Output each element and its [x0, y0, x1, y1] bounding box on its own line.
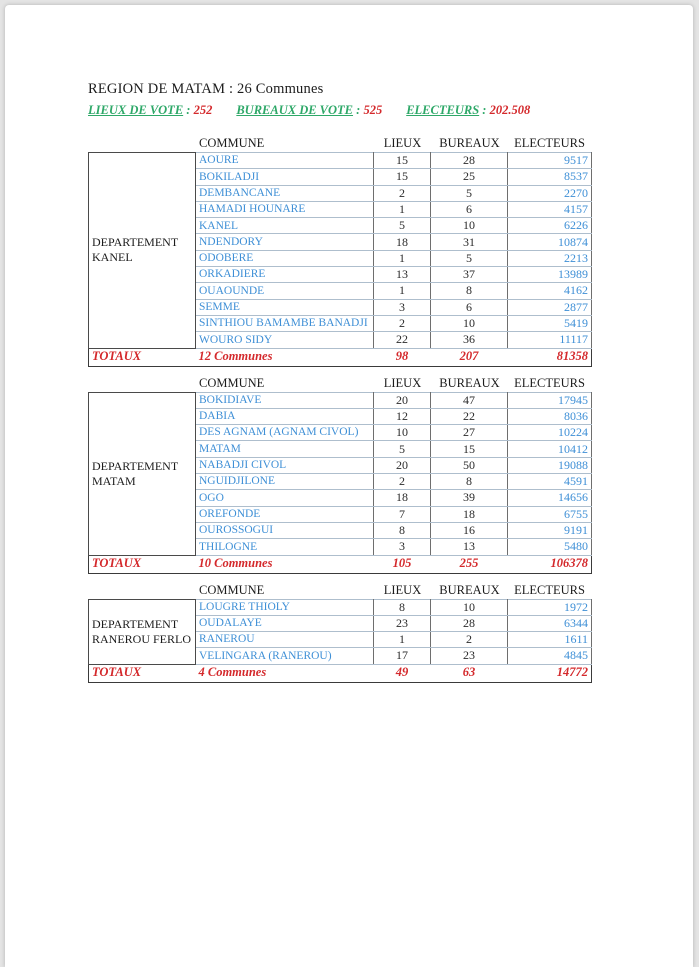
column-header-bureaux: BUREAUX — [439, 582, 500, 597]
lieux-cell: 18 — [374, 490, 431, 506]
summary-value: 525 — [363, 103, 383, 117]
lieux-cell: 10 — [374, 425, 431, 441]
commune-row — [89, 392, 592, 408]
commune-cell: OREFONDE — [196, 506, 374, 522]
column-header-lieux: LIEUX — [383, 136, 422, 150]
document-page — [5, 5, 693, 967]
electeurs-cell: 5480 — [508, 539, 592, 555]
totaux-label-cell: TOTAUX — [89, 555, 196, 573]
bureaux-cell: 28 — [431, 153, 508, 169]
department-data-table — [88, 152, 592, 367]
lieux-cell: 8 — [374, 599, 431, 615]
bureaux-cell: 10 — [431, 315, 508, 331]
electeurs-cell: 8537 — [508, 169, 592, 185]
document-content — [5, 5, 693, 683]
lieux-cell: 1 — [374, 632, 431, 648]
lieux-cell: 12 — [374, 408, 431, 424]
totaux-communes-cell: 12 Communes — [196, 348, 374, 366]
bureaux-cell: 2 — [431, 632, 508, 648]
lieux-cell: 23 — [374, 615, 431, 631]
bureaux-cell: 16 — [431, 522, 508, 538]
electeurs-cell: 9191 — [508, 522, 592, 538]
summary-colon: : — [353, 103, 364, 117]
commune-cell: VELINGARA (RANEROU) — [196, 648, 374, 664]
department-tables — [88, 135, 693, 683]
commune-cell: MATAM — [196, 441, 374, 457]
commune-cell: NDENDORY — [196, 234, 374, 250]
lieux-cell: 20 — [374, 457, 431, 473]
electeurs-cell: 10412 — [508, 441, 592, 457]
totaux-electeurs-cell: 106378 — [508, 555, 592, 573]
bureaux-cell: 6 — [431, 201, 508, 217]
lieux-cell: 1 — [374, 250, 431, 266]
electeurs-cell: 5419 — [508, 315, 592, 331]
commune-cell: OUROSSOGUI — [196, 522, 374, 538]
lieux-cell: 15 — [374, 169, 431, 185]
summary-item — [88, 103, 212, 117]
page-title: REGION DE MATAM : 26 Communes — [88, 81, 324, 97]
bureaux-cell: 27 — [431, 425, 508, 441]
bureaux-cell: 18 — [431, 506, 508, 522]
summary-colon: : — [479, 103, 490, 117]
column-header-lieux: LIEUX — [383, 582, 422, 597]
electeurs-cell: 4845 — [508, 648, 592, 664]
bureaux-cell: 13 — [431, 539, 508, 555]
commune-cell: NABADJI CIVOL — [196, 457, 374, 473]
lieux-cell: 20 — [374, 392, 431, 408]
department-cell: DEPARTEMENT KANEL — [89, 153, 196, 349]
column-header-electeurs: ELECTEURS — [514, 136, 585, 150]
bureaux-cell: 28 — [431, 615, 508, 631]
totaux-label-cell: TOTAUX — [89, 348, 196, 366]
summary-value: 252 — [193, 103, 213, 117]
column-header-electeurs: ELECTEURS — [514, 375, 585, 390]
lieux-cell: 18 — [374, 234, 431, 250]
totaux-communes-cell: 10 Communes — [196, 555, 374, 573]
bureaux-cell: 47 — [431, 392, 508, 408]
totaux-row — [89, 348, 592, 366]
bureaux-cell: 15 — [431, 441, 508, 457]
department-cell: DEPARTEMENT MATAM — [89, 392, 196, 555]
totaux-lieux-cell: 98 — [374, 348, 431, 366]
bureaux-cell: 22 — [431, 408, 508, 424]
electeurs-cell: 1611 — [508, 632, 592, 648]
lieux-cell: 15 — [374, 153, 431, 169]
lieux-cell: 5 — [374, 441, 431, 457]
bureaux-cell: 10 — [431, 599, 508, 615]
region-summary-line — [88, 103, 693, 118]
lieux-cell: 22 — [374, 332, 431, 348]
lieux-cell: 1 — [374, 283, 431, 299]
totaux-row — [89, 664, 592, 682]
totaux-bureaux-cell: 207 — [431, 348, 508, 366]
electeurs-cell: 14656 — [508, 490, 592, 506]
summary-item — [406, 103, 530, 117]
column-header-lieux: LIEUX — [383, 375, 422, 390]
electeurs-cell: 6755 — [508, 506, 592, 522]
commune-cell: OGO — [196, 490, 374, 506]
commune-cell: OUAOUNDE — [196, 283, 374, 299]
bureaux-cell: 23 — [431, 648, 508, 664]
electeurs-cell: 2877 — [508, 299, 592, 315]
lieux-cell: 5 — [374, 218, 431, 234]
electeurs-cell: 11117 — [508, 332, 592, 348]
bureaux-cell: 8 — [431, 474, 508, 490]
commune-cell: OUDALAYE — [196, 615, 374, 631]
summary-value: 202.508 — [489, 103, 531, 117]
totaux-row — [89, 555, 592, 573]
commune-cell: RANEROU — [196, 632, 374, 648]
bureaux-cell: 5 — [431, 185, 508, 201]
electeurs-cell: 10874 — [508, 234, 592, 250]
bureaux-cell: 50 — [431, 457, 508, 473]
totaux-communes-cell: 4 Communes — [196, 664, 374, 682]
electeurs-cell: 2270 — [508, 185, 592, 201]
totaux-bureaux-cell: 63 — [431, 664, 508, 682]
electeurs-cell: 6226 — [508, 218, 592, 234]
lieux-cell: 8 — [374, 522, 431, 538]
bureaux-cell: 31 — [431, 234, 508, 250]
bureaux-cell: 36 — [431, 332, 508, 348]
electeurs-cell: 4157 — [508, 201, 592, 217]
totaux-electeurs-cell: 14772 — [508, 664, 592, 682]
lieux-cell: 2 — [374, 185, 431, 201]
column-header-electeurs: ELECTEURS — [514, 582, 585, 597]
summary-label: BUREAUX DE VOTE — [236, 103, 354, 117]
column-header-bureaux: BUREAUX — [439, 375, 500, 390]
commune-cell: DES AGNAM (AGNAM CIVOL) — [196, 425, 374, 441]
department-data-table — [88, 599, 592, 683]
electeurs-cell: 9517 — [508, 153, 592, 169]
totaux-electeurs-cell: 81358 — [508, 348, 592, 366]
lieux-cell: 3 — [374, 299, 431, 315]
totaux-lieux-cell: 49 — [374, 664, 431, 682]
commune-row — [89, 599, 592, 615]
department-cell: DEPARTEMENT RANEROU FERLO — [89, 599, 196, 664]
totaux-bureaux-cell: 255 — [431, 555, 508, 573]
department-table-block — [88, 375, 591, 574]
department-table-block — [88, 582, 591, 683]
commune-cell: KANEL — [196, 218, 374, 234]
department-data-table — [88, 392, 592, 574]
commune-cell: LOUGRE THIOLY — [196, 599, 374, 615]
electeurs-cell: 19088 — [508, 457, 592, 473]
column-header-bureaux: BUREAUX — [439, 136, 500, 150]
lieux-cell: 7 — [374, 506, 431, 522]
electeurs-cell: 4162 — [508, 283, 592, 299]
totaux-lieux-cell: 105 — [374, 555, 431, 573]
commune-cell: THILOGNE — [196, 539, 374, 555]
summary-label: ELECTEURS — [406, 103, 480, 117]
totaux-label-cell: TOTAUX — [89, 664, 196, 682]
bureaux-cell: 6 — [431, 299, 508, 315]
commune-row — [89, 153, 592, 169]
commune-cell: SINTHIOU BAMAMBE BANADJI — [196, 315, 374, 331]
column-header-row — [88, 135, 591, 151]
electeurs-cell: 6344 — [508, 615, 592, 631]
electeurs-cell: 2213 — [508, 250, 592, 266]
electeurs-cell: 4591 — [508, 474, 592, 490]
electeurs-cell: 1972 — [508, 599, 592, 615]
commune-cell: SEMME — [196, 299, 374, 315]
lieux-cell: 1 — [374, 201, 431, 217]
commune-cell: ORKADIERE — [196, 267, 374, 283]
bureaux-cell: 8 — [431, 283, 508, 299]
summary-label: LIEUX DE VOTE — [88, 103, 184, 117]
commune-cell: NGUIDJILONE — [196, 474, 374, 490]
bureaux-cell: 5 — [431, 250, 508, 266]
bureaux-cell: 10 — [431, 218, 508, 234]
summary-item — [236, 103, 382, 117]
electeurs-cell: 10224 — [508, 425, 592, 441]
bureaux-cell: 39 — [431, 490, 508, 506]
column-header-commune: COMMUNE — [199, 582, 265, 597]
column-header-row — [88, 582, 591, 598]
commune-cell: HAMADI HOUNARE — [196, 201, 374, 217]
summary-colon: : — [183, 103, 194, 117]
lieux-cell: 2 — [374, 315, 431, 331]
bureaux-cell: 25 — [431, 169, 508, 185]
electeurs-cell: 13989 — [508, 267, 592, 283]
electeurs-cell: 17945 — [508, 392, 592, 408]
column-header-commune: COMMUNE — [199, 136, 265, 150]
commune-cell: AOURE — [196, 153, 374, 169]
column-header-row — [88, 375, 591, 391]
commune-cell: BOKIDIAVE — [196, 392, 374, 408]
lieux-cell: 17 — [374, 648, 431, 664]
lieux-cell: 3 — [374, 539, 431, 555]
department-table-block — [88, 135, 591, 367]
column-header-commune: COMMUNE — [199, 375, 265, 390]
commune-cell: BOKILADJI — [196, 169, 374, 185]
lieux-cell: 13 — [374, 267, 431, 283]
bureaux-cell: 37 — [431, 267, 508, 283]
electeurs-cell: 8036 — [508, 408, 592, 424]
commune-cell: DABIA — [196, 408, 374, 424]
lieux-cell: 2 — [374, 474, 431, 490]
commune-cell: DEMBANCANE — [196, 185, 374, 201]
commune-cell: WOURO SIDY — [196, 332, 374, 348]
commune-cell: ODOBERE — [196, 250, 374, 266]
